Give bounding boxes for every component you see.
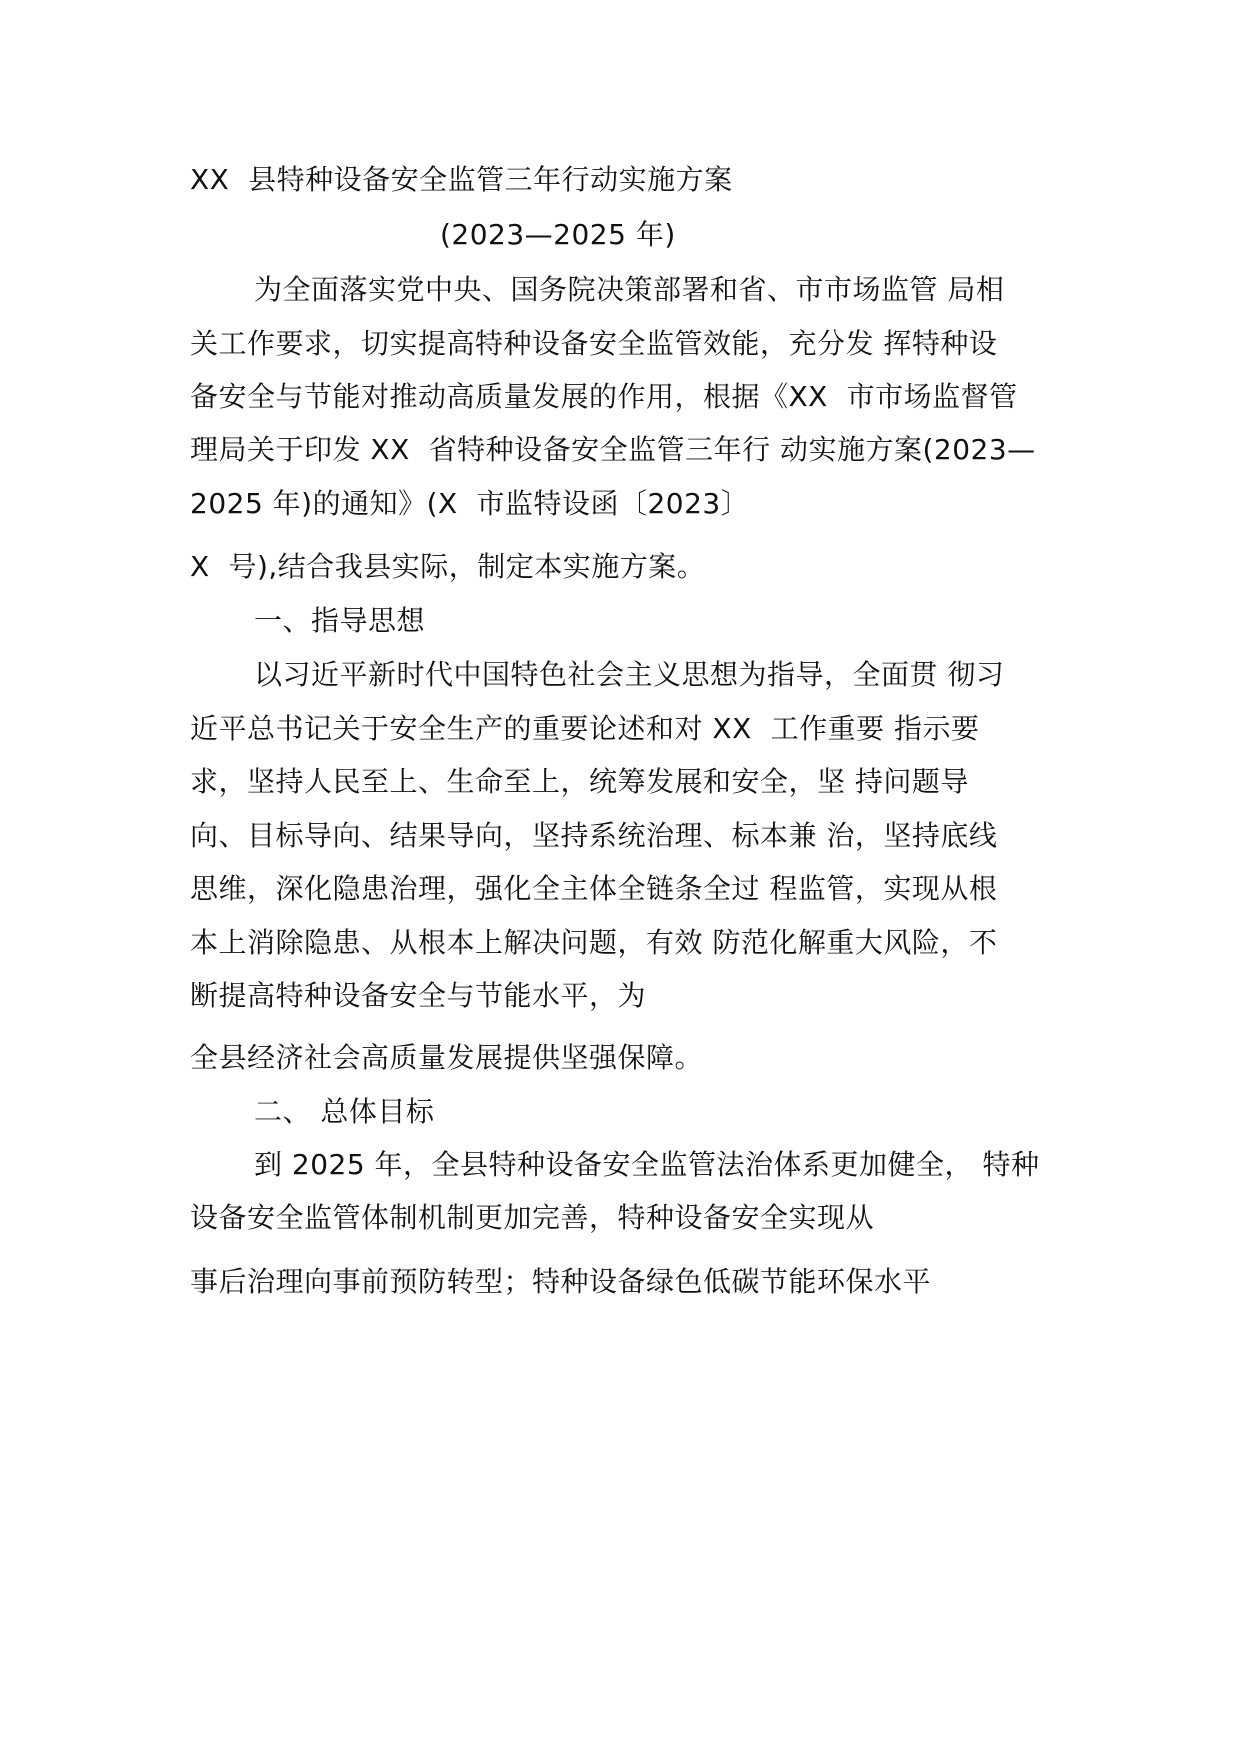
body-line: 事后治理向事前预防转型；特种设备绿色低碳节能环保水平 [190,1265,932,1298]
body-line: 近平总书记关于安全生产的重要论述和对 XX 工作重要 指示要 [190,712,980,745]
body-line: 关工作要求，切实提高特种设备安全监管效能，充分发 挥特种设 [190,327,998,360]
document-subtitle: (2023—2025 年) [440,218,676,251]
body-line: 备安全与节能对推动高质量发展的作用，根据《XX 市市场监督管 [190,380,1018,413]
body-line: 求，坚持人民至上、生命至上，统筹发展和安全，坚 持问题导 [190,765,969,798]
body-line: 理局关于印发 XX 省特种设备安全监管三年行 动实施方案(2023— [190,433,1036,466]
body-line: 2025 年)的通知》(X 市监特设函〔2023〕 [190,487,750,520]
document-title: XX 县特种设备安全监管三年行动实施方案 [190,163,733,196]
body-line: 本上消除隐患、从根本上解决问题，有效 防范化解重大风险，不 [190,926,998,959]
body-line: 设备安全监管体制机制更加完善，特种设备安全实现从 [190,1201,875,1234]
body-line: 为全面落实党中央、国务院决策部署和省、市市场监管 局相 [254,273,1005,306]
body-line: 向、目标导向、结果导向，坚持系统治理、标本兼 治，坚持底线 [190,819,998,852]
body-line: 全县经济社会高质量发展提供坚强保障。 [190,1041,704,1074]
body-line: 断提高特种设备安全与节能水平，为 [190,979,647,1012]
body-line: 思维，深化隐患治理，强化全主体全链条全过 程监管，实现从根 [190,872,998,905]
body-line: 到 2025 年，全县特种设备安全监管法治体系更加健全， 特种 [254,1148,1040,1181]
section-heading: 二、 总体目标 [254,1095,435,1128]
body-line: X 号),结合我县实际，制定本实施方案。 [190,550,706,583]
section-heading: 一、指导思想 [254,604,426,637]
body-line: 以习近平新时代中国特色社会主义思想为指导，全面贯 彻习 [254,658,1005,691]
